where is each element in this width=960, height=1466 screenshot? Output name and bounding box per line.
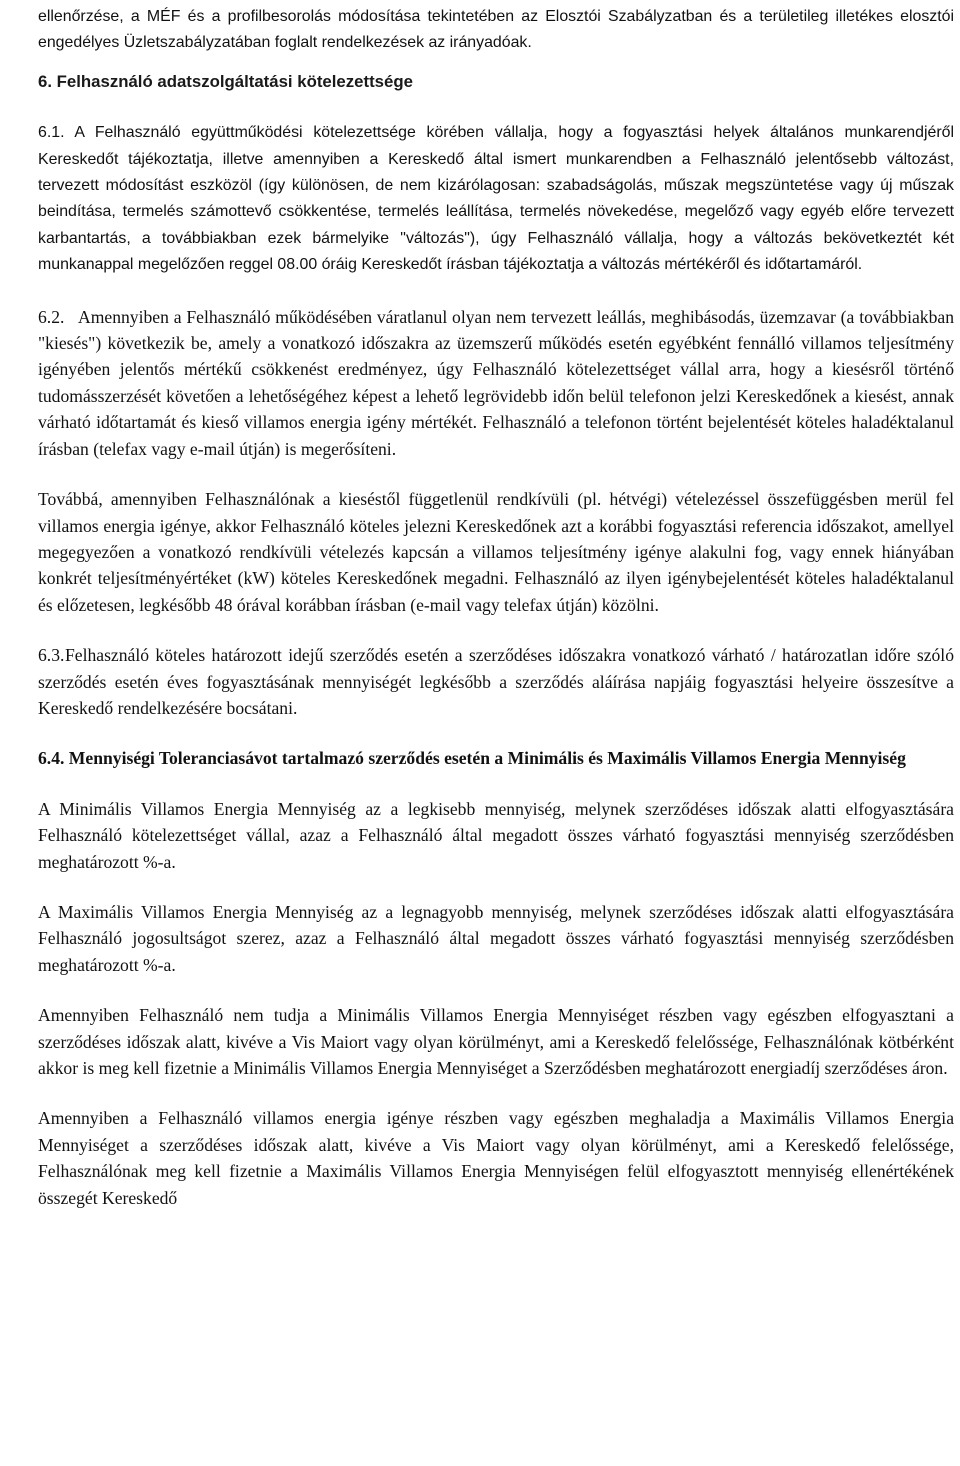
paragraph-6-1-number: 6.1.: [38, 124, 65, 142]
paragraph-6-2-followup: Továbbá, amennyiben Felhasználónak a kieséstől függetlenül rendkívüli (pl. hétvégi) vételezéssel összefüggésben merül fel villamos energia igénye, akkor Felhasználó köteles jelezni Kereskedőnek azt a korábbi fogyasztási referencia időszakot, amellyel megegyezően a vonatkozó rendkívüli vételezés kapcsán a villamos teljesítmény igénye alakulni fog, vagy ennek hiányában konkrét teljesítményértéket (kW) köteles Kereskedőnek megadni. Felhasználó az ilyen igénybejelentését köteles haladéktalanul és előzetesen, legkésőbb 48 órával korábban írásban (e-mail vagy telefax útján) közölni.: [38, 489, 954, 615]
paragraph-6-3: [38, 642, 954, 721]
paragraph-6-1: [38, 120, 954, 278]
paragraph-6-3-number: 6.3.: [38, 645, 65, 666]
paragraph-6-3-text: Felhasználó köteles határozott idejű szerződés esetén a szerződéses időszakra vonatkozó várható / határozatlan időre szóló szerződés esetén éves fogyasztásának mennyiségét legkésőbb a szerződés aláírása napjáig fogyasztási helyeire összesítve a Kereskedő rendelkezésére bocsátani.: [38, 645, 954, 718]
paragraph-6-2-text: Amennyiben a Felhasználó működésében váratlanul olyan nem tervezett leállás, meghibásodás, üzemzavar (a továbbiakban "kiesés") következik be, amely a vonatkozó időszakra az üzemszerű működés esetén egyébként fennálló villamos teljesítmény igényében jelentős mértékű csökkenést eredményez, úgy Felhasználó kötelezettséget vállal arra, hogy a kiesésről történő tudomásszerzését követően a lehetőségéhez képest a lehető legrövidebb időn belül telefonon jelzi Kereskedőnek a kiesést, annak várható időtartamát és kieső villamos energia igény mértékét. Felhasználó a telefonon történt bejelentését köteles haladéktalanul írásban (telefax vagy e-mail útján) is megerősíteni.: [38, 306, 954, 459]
paragraph-6-4-minimum: A Minimális Villamos Energia Mennyiség az a legkisebb mennyiség, melynek szerződéses időszak alatti elfogyasztására Felhasználó kötelezettséget vállal, azaz a Felhasználó által megadott összes várható fogyasztási mennyiség szerződésben meghatározott %-a.: [38, 798, 954, 872]
section-6-heading: 6. Felhasználó adatszolgáltatási kötelezettsége: [38, 71, 413, 91]
paragraph-6-2-number: 6.2.: [38, 306, 65, 327]
continuation-paragraph: ellenőrzése, a MÉF és a profilbesorolás módosítása tekintetében az Elosztói Szabályzatban és a területileg illetékes elosztói engedélyes Üzletszabályzatában foglalt rendelkezések az irányadóak.: [38, 8, 954, 52]
paragraph-6-4-heading: [38, 745, 954, 771]
document-page: [38, 4, 954, 1211]
paragraph-6-4-title: Mennyiségi Toleranciasávot tartalmazó szerződés esetén a Minimális és Maximális Villamos Energia Mennyiség: [68, 748, 906, 769]
paragraph-6-1-text: A Felhasználó együttműködési kötelezettsége körében vállalja, hogy a fogyasztási helyek általános munkarendjéről Kereskedőt tájékoztatja, illetve amennyiben a Kereskedő által ismert munkarendben a Felhasználó jelentősebb változást, tervezett módosítást eszközöl (így különösen, de nem kizárólagosan: szabadságolás, műszak megszüntetése vagy új műszak beindítása, termelés számottevő csökkentése, termelés leállítása, termelés növekedése, megelőző vagy egyéb előre tervezett karbantartás, a továbbiakban ezek bármelyike "változás"), úgy Felhasználó vállalja, hogy a változás bekövetkeztét két munkanappal megelőzően reggel 08.00 óráig Kereskedőt írásban tájékoztatja a változás mértékéről és időtartamáról.: [38, 124, 954, 274]
paragraph-6-2: [38, 304, 954, 462]
paragraph-6-4-number: 6.4.: [38, 748, 65, 769]
paragraph-6-4-maximum: A Maximális Villamos Energia Mennyiség az a legnagyobb mennyiség, melynek szerződéses időszak alatti elfogyasztására Felhasználó jogosultságot szerez, azaz a Felhasználó által megadott összes várható fogyasztási mennyiség szerződésben meghatározott %-a.: [38, 901, 954, 975]
paragraph-6-4-overconsumption: Amennyiben a Felhasználó villamos energia igénye részben vagy egészben meghaladja a Maximális Villamos Energia Mennyiséget a szerződéses időszak alatt, kivéve a Vis Maiort vagy olyan körülményt, ami a Kereskedő felelőssége, Felhasználónak meg kell fizetnie a Maximális Villamos Energia Mennyiségen felül elfogyasztott mennyiség ellenértékének összegét Kereskedő: [38, 1108, 954, 1208]
paragraph-6-4-underconsumption: Amennyiben Felhasználó nem tudja a Minimális Villamos Energia Mennyiséget részben vagy egészben elfogyasztani a szerződéses időszak alatt, kivéve a Vis Maiort vagy olyan körülményt, ami a Kereskedő felelőssége, Felhasználónak kötbérként akkor is meg kell fizetnie a Minimális Villamos Energia Mennyiséget a Szerződésben meghatározott energiadíj szerződéses áron.: [38, 1005, 954, 1078]
